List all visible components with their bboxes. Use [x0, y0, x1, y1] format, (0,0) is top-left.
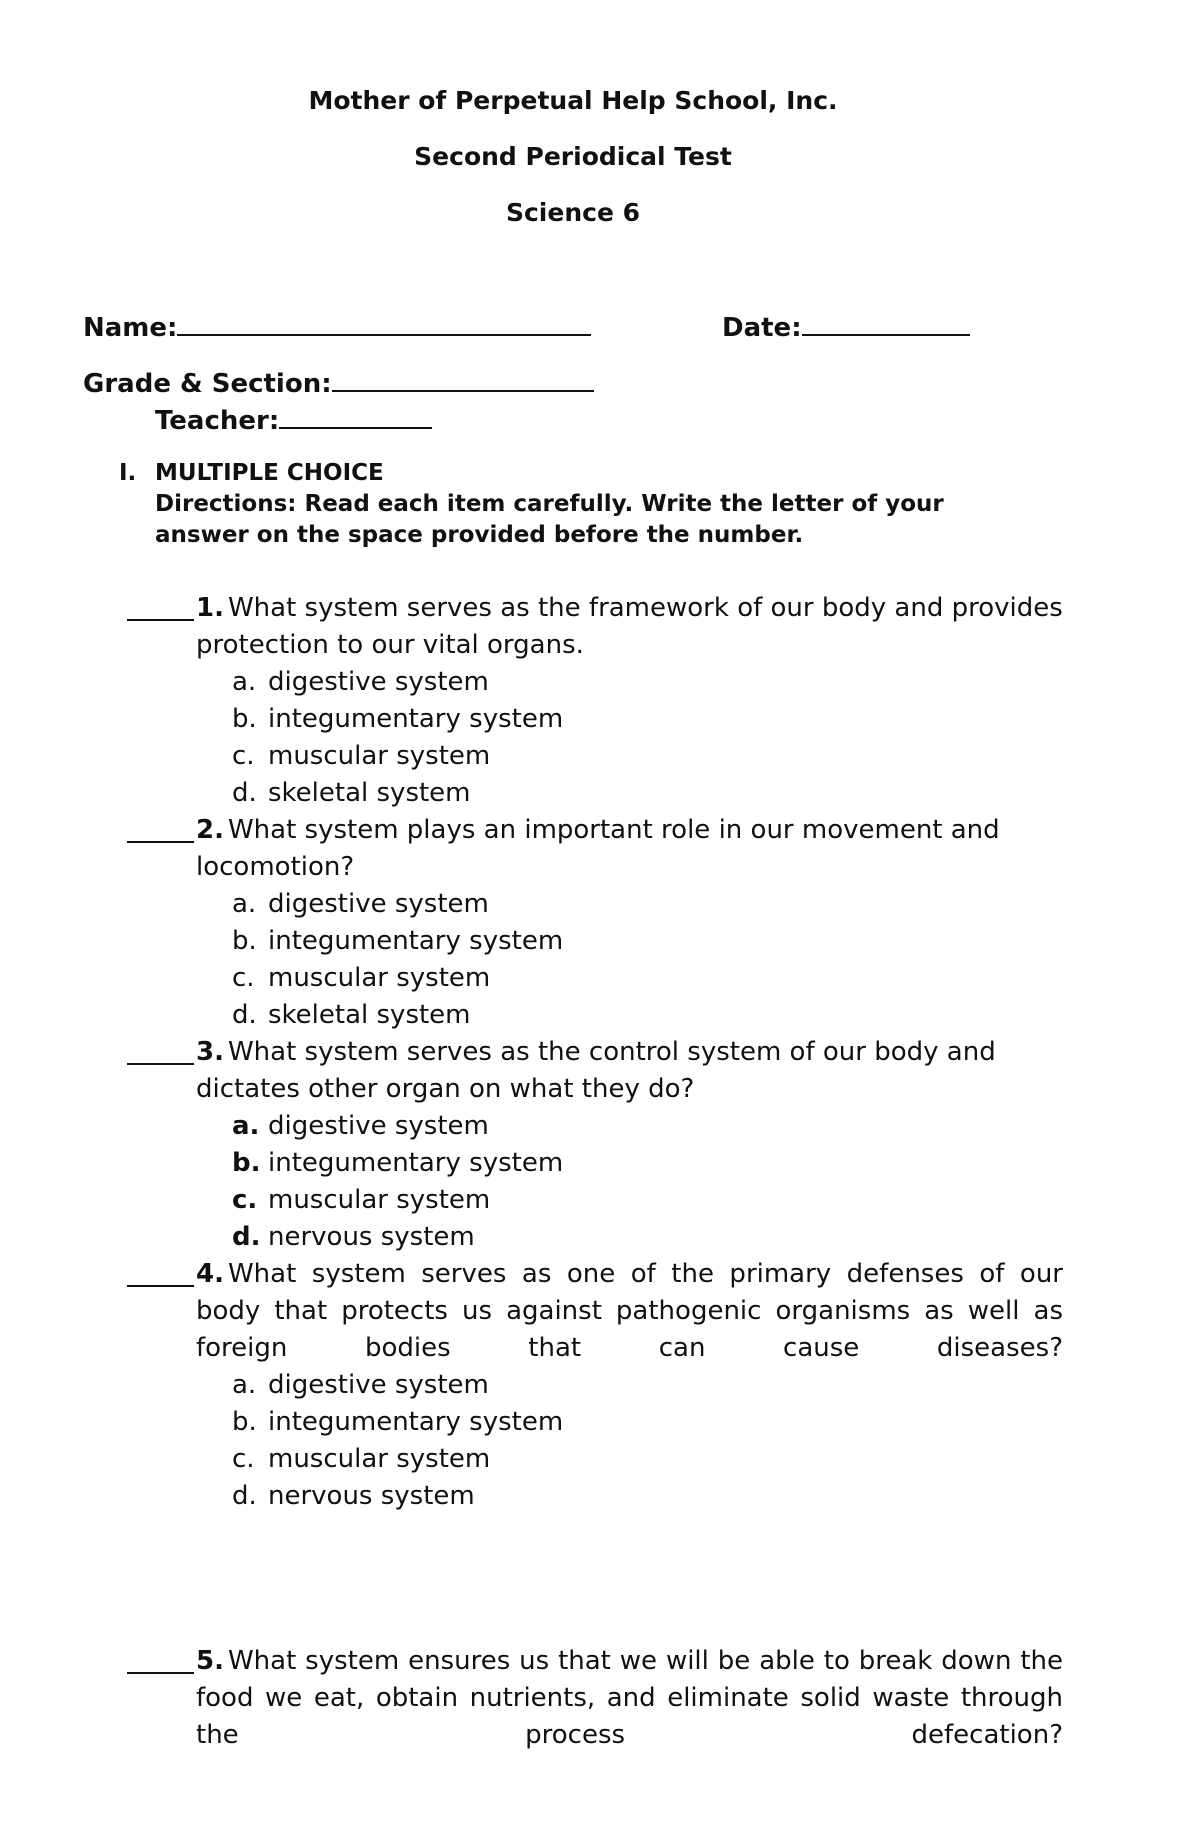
question-2-stem: [196, 812, 1063, 886]
option-text: digestive system: [268, 1370, 489, 1400]
option-4b: [232, 1404, 1063, 1441]
option-3d: [232, 1219, 1063, 1256]
option-text: muscular system: [268, 1444, 491, 1474]
question-3-text: What system serves as the control system of our body and dictates other organ on what they do?: [196, 1037, 996, 1104]
option-3c: [232, 1182, 1063, 1219]
option-letter: a.: [232, 889, 257, 919]
option-text: digestive system: [268, 1111, 489, 1141]
question-5-text: What system ensures us that we will be able to break down the food we eat, obtain nutrients, and eliminate solid waste through the process defecation?: [196, 1646, 1063, 1750]
option-2c: [232, 960, 1063, 997]
option-text: digestive system: [268, 667, 489, 697]
option-text: muscular system: [268, 963, 491, 993]
option-3a: [232, 1108, 1063, 1145]
option-letter: d.: [232, 1000, 257, 1030]
section-title: MULTIPLE CHOICE: [155, 460, 384, 486]
option-text: digestive system: [268, 889, 489, 919]
option-text: integumentary system: [268, 1407, 564, 1437]
option-letter: c.: [232, 1444, 255, 1474]
section-number: I.: [119, 460, 137, 486]
grade-section-label: Grade & Section:: [83, 369, 332, 399]
question-4-options: [232, 1367, 1063, 1515]
subject-title: Science 6: [505, 198, 641, 227]
question-2-options: [232, 886, 1063, 1034]
teacher-label: Teacher:: [155, 406, 280, 436]
option-letter: c.: [232, 963, 255, 993]
date-field[interactable]: [722, 310, 970, 344]
option-letter: d.: [232, 1481, 257, 1511]
question-1-stem: [196, 590, 1063, 664]
option-text: skeletal system: [268, 778, 471, 808]
question-5-number: 5.: [196, 1646, 224, 1676]
option-4d: [232, 1478, 1063, 1515]
teacher-field[interactable]: [155, 403, 432, 437]
question-1-options: [232, 664, 1063, 812]
option-letter: b.: [232, 926, 257, 956]
option-2d: [232, 997, 1063, 1034]
question-2-text: What system plays an important role in our movement and locomotion?: [196, 815, 1000, 882]
option-1a: [232, 664, 1063, 701]
option-text: integumentary system: [268, 926, 564, 956]
option-letter: a.: [232, 1111, 260, 1141]
section-heading: [119, 458, 384, 489]
option-1c: [232, 738, 1063, 775]
directions-line-1: Directions: Read each item carefully. Write the letter of your: [155, 491, 944, 517]
question-1: [127, 590, 1063, 812]
answer-blank-3[interactable]: [127, 1034, 194, 1065]
question-4: [127, 1256, 1063, 1515]
question-4-text: What system serves as one of the primary defenses of our body that protects us against pathogenic organisms as well as foreign bodies that can cause diseases?: [196, 1259, 1063, 1363]
directions-line-2: answer on the space provided before the number.: [155, 522, 804, 548]
name-label: Name:: [83, 313, 178, 343]
teacher-blank[interactable]: [279, 403, 432, 429]
option-letter: a.: [232, 667, 257, 697]
option-text: skeletal system: [268, 1000, 471, 1030]
option-letter: c.: [232, 1185, 258, 1215]
name-field[interactable]: [83, 310, 591, 344]
question-1-text: What system serves as the framework of our body and provides protection to our vital organs.: [196, 593, 1063, 660]
answer-blank-4[interactable]: [127, 1256, 194, 1287]
question-2-number: 2.: [196, 815, 224, 845]
question-3-options: [232, 1108, 1063, 1256]
question-2: [127, 812, 1063, 1034]
date-label: Date:: [722, 313, 802, 343]
option-letter: d.: [232, 778, 257, 808]
option-text: nervous system: [268, 1481, 475, 1511]
answer-blank-1[interactable]: [127, 590, 194, 621]
option-text: muscular system: [268, 1185, 491, 1215]
test-title: Second Periodical Test: [414, 142, 732, 171]
question-1-number: 1.: [196, 593, 224, 623]
option-text: nervous system: [268, 1222, 475, 1252]
option-4a: [232, 1367, 1063, 1404]
option-text: integumentary system: [268, 1148, 564, 1178]
option-letter: d.: [232, 1222, 261, 1252]
question-4-stem: [196, 1256, 1063, 1367]
option-letter: b.: [232, 1148, 261, 1178]
option-2b: [232, 923, 1063, 960]
option-letter: a.: [232, 1370, 257, 1400]
option-letter: c.: [232, 741, 255, 771]
option-text: integumentary system: [268, 704, 564, 734]
answer-blank-5[interactable]: [127, 1643, 194, 1674]
question-5-stem: [196, 1643, 1063, 1754]
option-letter: b.: [232, 704, 257, 734]
answer-blank-2[interactable]: [127, 812, 194, 843]
question-4-number: 4.: [196, 1259, 224, 1289]
question-5: [127, 1643, 1063, 1754]
option-2a: [232, 886, 1063, 923]
school-name: Mother of Perpetual Help School, Inc.: [308, 86, 838, 115]
option-4c: [232, 1441, 1063, 1478]
question-3-number: 3.: [196, 1037, 224, 1067]
option-text: muscular system: [268, 741, 491, 771]
option-3b: [232, 1145, 1063, 1182]
grade-section-field[interactable]: [83, 366, 594, 400]
option-1b: [232, 701, 1063, 738]
question-3-stem: [196, 1034, 1063, 1108]
name-blank[interactable]: [177, 310, 591, 336]
option-1d: [232, 775, 1063, 812]
date-blank[interactable]: [802, 310, 970, 336]
option-letter: b.: [232, 1407, 257, 1437]
question-3: [127, 1034, 1063, 1256]
grade-section-blank[interactable]: [332, 366, 594, 392]
